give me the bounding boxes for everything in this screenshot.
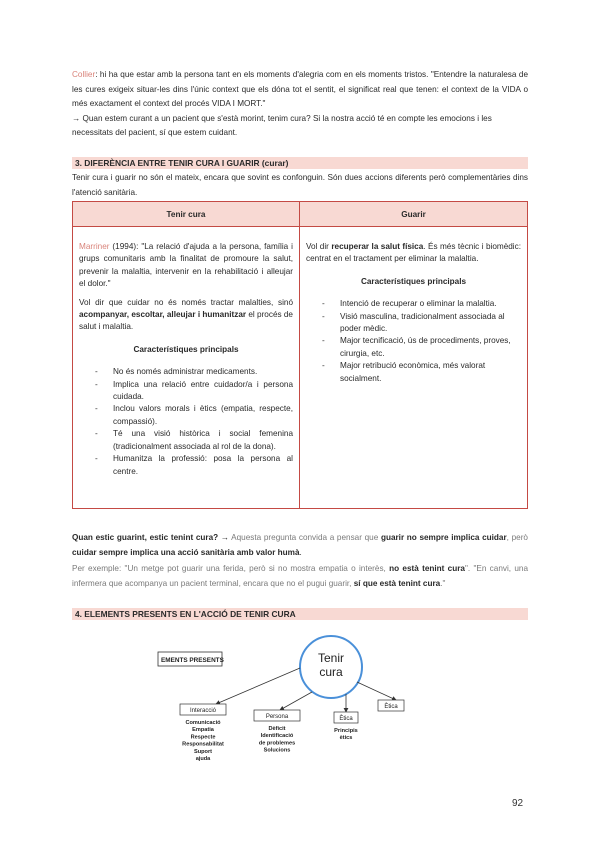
section-3-intro: Tenir cura i guarir no són el mateix, encara que sovint es confonguin. Són dues accions diferents però complementàries dins l'atenció sanitària. [72, 173, 528, 197]
diagram-item-text: Respecte [190, 734, 216, 741]
box-persona-title: Persona [265, 714, 289, 720]
list-item: - Implica una relació entre cuidador/a i persona cuidada. [79, 379, 293, 404]
list-item: - No és només administrar medicaments. [79, 366, 293, 378]
box-etica-title: Ètica [339, 716, 353, 722]
diagram-item-text: Suport [193, 748, 213, 755]
center-label-line2: cura [319, 665, 343, 679]
section-3-heading: 3. DIFERÈNCIA ENTRE TENIR CURA I GUARIR (curar) [72, 157, 528, 169]
diagram-item-text: Dèficit [268, 726, 286, 732]
diagram-title-label: EMENTS PRESENTS [161, 657, 224, 664]
intro-block [72, 68, 528, 141]
guarir-cell [300, 227, 528, 509]
diagram-item-text: Comunicació [185, 720, 221, 726]
example-paragraph: Per exemple: "Un metge pot guarir una ferida, però si no mostra empatia o interès, no està tenint cura". "En canvi, una infermera que acompanya un pacient terminal, encara que no el pugui guarir, sí que està tenint cura." [72, 564, 529, 588]
guarir-definition: Vol dir recuperar la salut física. És més tècnic i biomèdic: centrat en el tractament per eliminar la malaltia. [306, 242, 521, 264]
section-4-heading: 4. ELEMENTS PRESENTS EN L'ACCIÓ DE TENIR CURA [72, 608, 528, 620]
tenir-cura-cell [73, 227, 300, 509]
arrow-note: → Quan estem curant a un pacient que s'està morint, tenim cura? Si la nostra acció té en compte les emocions i les necessitats del pacient, sí que estem cuidant. [72, 113, 492, 137]
diagram-item-text: Identificació [260, 733, 294, 740]
cuidar-meaning: Vol dir que cuidar no és només tractar malalties, sinó acompanyar, escoltar, alleujar i humanitzar el procés de salut i malaltia. [79, 297, 293, 332]
center-label-line1: Tenir [317, 651, 345, 665]
diagram-item-text: Empatia [192, 727, 214, 734]
guarir-list [306, 298, 521, 385]
guarir-subheading: Característiques principals [360, 276, 467, 286]
box-persona-items [259, 726, 295, 754]
tenir-cura-list [79, 366, 293, 478]
diagram-item-text: Solucions [263, 747, 291, 754]
box-etica-items [334, 728, 358, 741]
diagram-item-text: de problemes [258, 740, 296, 747]
box-etica-2-title: Ètica [384, 704, 398, 710]
diagram-item-text: Principis [334, 728, 358, 734]
diagram-item-text: ètics [339, 735, 353, 742]
col-header-guarir: Guarir [300, 202, 528, 227]
elements-diagram [150, 634, 450, 770]
page-number: 92 [512, 798, 524, 809]
list-item: - Inclou valors morals i ètics (empatia, respecte, compassió). [79, 403, 293, 428]
arrow-interaccio [216, 668, 300, 704]
box-interaccio-items [182, 720, 224, 762]
marriner-definition: Marriner (1994): "La relació d'ajuda a la persona, família i grups comunitaris amb la finalitat de promoure la salut, prevenir la malaltia, intervenir en la rehabilitació i alleujar el dolor." [79, 242, 293, 289]
collier-paragraph: Collier: hi ha que estar amb la persona tant en els moments d'alegria com en els moments tristos. "Entendre la naturalesa de les cures exigeix situar-les dins l'únic context que els dóna tot el sentit, el significat real que tenen: el context de la VIDA o més exactament el context del procés VIDA I MORT." [72, 70, 528, 108]
table-body-row [73, 227, 528, 509]
diagram-item-text: ajuda [195, 756, 211, 762]
col-header-tenir-cura: Tenir cura [73, 202, 300, 227]
list-item: - Major retribució econòmica, més valorat socialment. [306, 360, 521, 385]
arrow-persona [280, 692, 312, 710]
list-item: - Humanitza la professió: posa la persona al centre. [79, 453, 293, 478]
list-item: - Té una visió històrica i social femenina (tradicionalment associada al rol de la dona). [79, 428, 293, 453]
list-item: - Intenció de recuperar o eliminar la malaltia. [306, 298, 521, 310]
list-item: - Major tecnificació, ús de procediments, proves, cirurgia, etc. [306, 335, 521, 360]
comparison-table [72, 201, 528, 509]
marriner-author: Marriner [79, 242, 110, 251]
diagram-item-text: Responsabilitat [182, 741, 224, 748]
question-paragraph: Quan estic guarint, estic tenint cura? → Aquesta pregunta convida a pensar que guarir no sempre implica cuidar, però cuidar sempre implica una acció sanitària amb valor humà. [72, 533, 528, 557]
table-header-row [73, 202, 528, 227]
arrow-etica-2 [357, 682, 396, 700]
list-item: - Visió masculina, tradicionalment associada al poder mèdic. [306, 311, 521, 336]
collier-author: Collier [72, 70, 96, 79]
diagram-svg [150, 634, 450, 770]
box-interaccio-title: Interacció [189, 708, 217, 714]
tenir-cura-subheading: Característiques principals [133, 344, 239, 354]
